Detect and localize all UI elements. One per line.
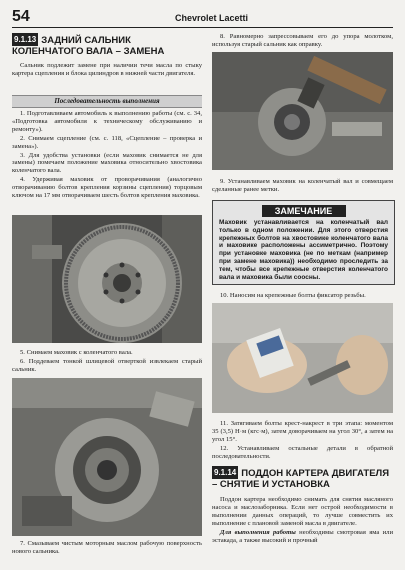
caption-step-10: 10. Наносим на крепежные болты фиксатор резьбы. (220, 292, 366, 299)
lead-rest: необходимы смотровая яма или эстакада, а также высокий и прочный (212, 528, 393, 544)
book-title: Chevrolet Lacetti (175, 13, 249, 23)
step-2: 2. Снимаем сцепление (см. с. 118, «Сцепление – проверка и замена»). (12, 134, 202, 150)
section-tag-2: 9.1.14 (214, 468, 237, 477)
step-4: 4. Удерживая маховик от проворачивания (аналогично отворачиванию болтов крепления корзины сцепления) торцовым ключом на 17 мм отворачиваем шесть болтов крепления маховика. (12, 176, 202, 200)
step-1: 1. Подготавливаем автомобиль к выполнению работы (см. с. 34, «Подготовка автомобиля к техническому обслуживанию и ремонту»). (12, 110, 202, 133)
steps-list (12, 110, 202, 201)
section-2-body (212, 496, 393, 545)
caption-step-8: 8. Равномерно запрессовываем его до упора молотком, используя старый сальник как оправку. (212, 33, 393, 48)
section-2-paragraph: Поддон картера необходимо снимать для снятия масляного насоса и маслозаборника. Если нет острой необходимости в выполнении данных операций, то лучше совместить их выполнение с плановой заменой масла в двигателе. (212, 496, 393, 527)
thread-locker-photo (212, 303, 393, 413)
note-title: ЗАМЕЧАНИЕ (262, 205, 346, 217)
seal-press-photo (212, 52, 393, 170)
caption-step-9: 9. Устанавливаем маховик на коленчатый вал и совмещаем сделанные ранее метки. (212, 178, 393, 193)
seal-removal-photo (12, 378, 202, 536)
procedure-bar: Последовательность выполнения (12, 95, 202, 108)
caption-step-6: 6. Поддеваем тонкой шлицевой отверткой извлекаем старый сальник. (12, 358, 202, 373)
header-rule (12, 27, 393, 28)
caption-step-12: 12. Устанавливаем остальные детали в обратной последовательности. (212, 445, 393, 460)
step-3: 3. Для удобства установки (если маховик снимается не для замены) помечаем положение маховика относительно хвостовика коленчатого вала. (12, 151, 202, 175)
section-intro (12, 62, 202, 79)
note-text: Маховик устанавливается на коленчатый вал только в одном положении. Для этого отверстия крепежных болтов на хвостовике коленчатого вала и маховике расположены ассиметрично. Поэтому при установке маховика (не по меткам (например при замене маховика)) необходимо проследить за тем, чтобы все крепежные отверстия коленчатого вала и маховика были соосны. (219, 219, 388, 281)
caption-step-5: 5. Снимаем маховик с коленчатого вала. (20, 349, 133, 356)
page-number: 54 (12, 8, 30, 25)
section-9-1-13-heading (12, 33, 202, 57)
intro-paragraph: Сальник подлежит замене при наличии течи масла по стыку картера сцепления и блока цилиндров в нижней части двигателя. (12, 62, 202, 77)
note-box (212, 200, 395, 285)
lead-text: Для выполнения работы (220, 528, 296, 536)
section-tag: 9.1.13 (14, 35, 37, 44)
section-title-2: ПОДДОН КАРТЕРА ДВИГАТЕЛЯ – СНЯТИЕ И УСТАНОВКА (212, 468, 390, 490)
flywheel-photo (12, 215, 202, 343)
caption-step-7: 7. Смазываем чистым моторным маслом рабочую поверхность нового сальника. (12, 540, 202, 555)
caption-step-11: 11. Затягиваем болты крест-накрест в три этапа: моментом 35 (3,5) Н·м (кгс·м), затем доворачиваем на угол 30°, а затем на угол 15°. (212, 420, 393, 443)
section-title: ЗАДНИЙ САЛЬНИК КОЛЕНЧАТОГО ВАЛА – ЗАМЕНА (12, 35, 165, 57)
section-9-1-14-heading (212, 466, 393, 490)
section-2-lead-paragraph (212, 529, 393, 545)
